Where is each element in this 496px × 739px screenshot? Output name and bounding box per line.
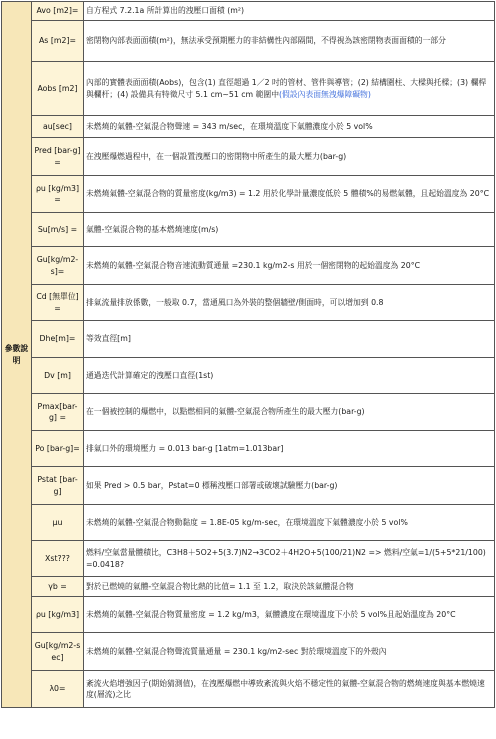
param-name: As [m2]=: [32, 21, 84, 62]
table-row: [2, 505, 495, 541]
param-description: 氣體-空氣混合物的基本燃燒速度(m/s): [84, 213, 495, 247]
param-name: Gu[kg/m2-sec]: [32, 633, 84, 671]
param-name: Pred [bar-g] =: [32, 138, 84, 176]
param-name: Dv [m]: [32, 358, 84, 394]
param-name: Pmax[bar-g] =: [32, 394, 84, 431]
section-label: 參數說明: [2, 2, 32, 708]
param-name: ρu [kg/m3]: [32, 597, 84, 633]
table-row: [2, 358, 495, 394]
param-description: 紊流火焰增強因子(期始猜測值)，在洩壓爆燃中導致紊流與火焰不穩定性的氣體-空氣混合物的燃燒速度與基本燃燒速度(層流)之比: [84, 671, 495, 708]
param-description: 未燃燒的氣體-空氣混合物聲速 = 343 m/sec，在環境溫度下氣體濃度小於 5 vol%: [84, 116, 495, 138]
param-name: ρu [kg/m3]=: [32, 176, 84, 213]
param-description: 對於已燃燒的氣體-空氣混合物比熱的比值= 1.1 至 1.2，取決於該氣體混合物: [84, 577, 495, 597]
table-row: [2, 213, 495, 247]
param-name: γb =: [32, 577, 84, 597]
table-row: [2, 597, 495, 633]
param-description: 未燃燒的氣體-空氣混合物動黏度 = 1.8E-05 kg/m-sec，在環境溫度下氣體濃度小於 5 vol%: [84, 505, 495, 541]
param-name: au[sec]: [32, 116, 84, 138]
param-name: Avo [m2]=: [32, 2, 84, 21]
table-row: [2, 467, 495, 505]
param-description: 在一個被控制的爆燃中，以點燃相同的氣體-空氣混合物所產生的最大壓力(bar-g): [84, 394, 495, 431]
table-row: [2, 21, 495, 62]
param-description: 未燃燒的氣體-空氣混合物音速流動質通量 =230.1 kg/m2-s 用於一個密閉物的起始溫度為 20°C: [84, 247, 495, 285]
param-name: Po [bar-g]=: [32, 431, 84, 467]
param-name: μu: [32, 505, 84, 541]
param-name: Pstat [bar-g]: [32, 467, 84, 505]
param-description: 未燃燒的氣體-空氣混合物質量密度 = 1.2 kg/m3，氣體濃度在環境溫度下小於 5 vol%且起始溫度為 20°C: [84, 597, 495, 633]
param-description: 密閉物內部表面面積(m²)，無法承受預期壓力的非結構性內部隔間，不得視為該密閉物表面面積的一部分: [84, 21, 495, 62]
param-description: 如果 Pred > 0.5 bar，Pstat=0 標稱洩壓口部署或破壞試驗壓力(bar-g): [84, 467, 495, 505]
parameter-table: [1, 1, 495, 708]
table-row: [2, 285, 495, 321]
table-row: [2, 176, 495, 213]
table-row: [2, 633, 495, 671]
param-name: Dhe[m]=: [32, 321, 84, 358]
param-name: Su[m/s] =: [32, 213, 84, 247]
param-name: Cd [無單位]=: [32, 285, 84, 321]
param-description: 燃料/空氣當量體積比，C3H8＋5O2+5(3.7)N2→3CO2＋4H2O+5(100/21)N2 => 燃料/空氣=1/(5+5*21/100)=0.0418?: [84, 541, 495, 577]
table-row: [2, 431, 495, 467]
param-name: Gu[kg/m2-s]=: [32, 247, 84, 285]
table-row: [2, 671, 495, 708]
param-description: 未燃燒的氣體-空氣混合物聲流質量通量 = 230.1 kg/m2-sec 對於環境溫度下的外殼內: [84, 633, 495, 671]
param-description: 排氣流量排放係數，一般取 0.7，當通風口為外裝的整個牆壁/側面時，可以增加到 0.8: [84, 285, 495, 321]
table-row: [2, 116, 495, 138]
param-description: 自方程式 7.2.1a 所計算出的洩壓口面積 (m²): [84, 2, 495, 21]
table-row: [2, 2, 495, 21]
param-description: 未燃燒氣體-空氣混合物的質量密度(kg/m3) = 1.2 用於化學計量濃度低於 5 體積%的易燃氣體，且起始溫度為 20°C: [84, 176, 495, 213]
param-description: 排氣口外的環境壓力 = 0.013 bar-g [1atm=1.013bar]: [84, 431, 495, 467]
param-name: Xst???: [32, 541, 84, 577]
table-row: [2, 247, 495, 285]
param-description: 在洩壓爆燃過程中，在一個設置洩壓口的密閉物中所產生的最大壓力(bar-g): [84, 138, 495, 176]
param-description: 通過迭代計算確定的洩壓口直徑(1st): [84, 358, 495, 394]
param-name: Aobs [m2]: [32, 62, 84, 116]
table-row: [2, 62, 495, 116]
param-name: λ0=: [32, 671, 84, 708]
table-row: [2, 394, 495, 431]
table-row: [2, 541, 495, 577]
table-row: [2, 138, 495, 176]
param-description: 內部的實體表面面積(Aobs)，包含(1) 直徑超過 1／2 吋的管材、管件與導管；(2) 結構圍柱、大樑與托樑；(3) 欄桿與欄杆；(4) 設備具有特徵尺寸 5.1 cm~51 cm 範圍中(假設內表面無洩爆障礙物): [84, 62, 495, 116]
param-description: 等效直徑[m]: [84, 321, 495, 358]
param-note: (假設內表面無洩爆障礙物): [279, 89, 371, 99]
table-row: [2, 577, 495, 597]
table-row: [2, 321, 495, 358]
